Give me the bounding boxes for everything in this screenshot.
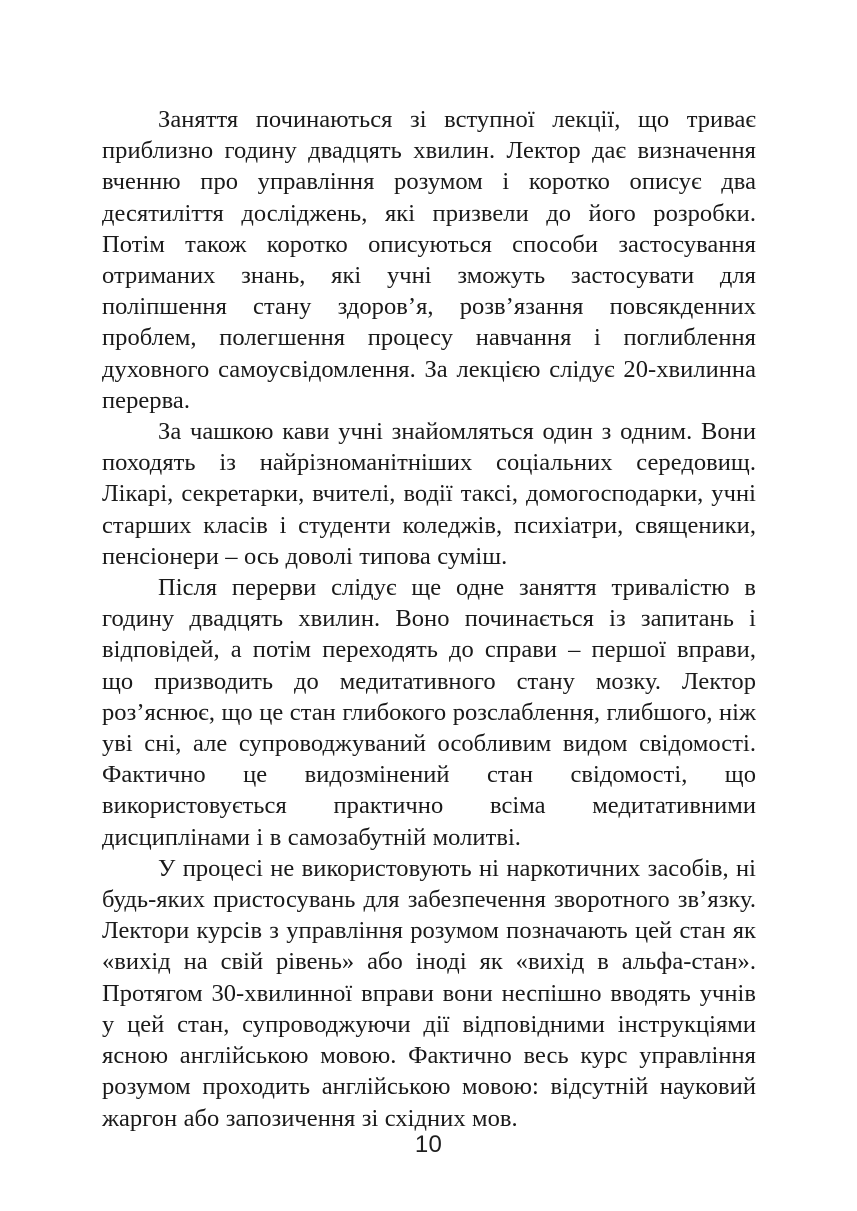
page-number: 10 [414,1131,443,1158]
paragraph: Заняття починаються зі вступної лекції, що триває приблизно годину двадцять хвилин. Лектор дає визначення вченню про управління розумом і коротко описує два десятиліття досліджень, які призвели до його розробки. Потім також коротко описуються способи застосування отриманих знань, які учні зможуть застосувати для поліпшення стану здоров’я, розв’язання повсякденних проблем, полегшення процесу навчання і поглиблення духовного самоусвідомлення. За лекцією слідує 20-хвилинна перерва. [102,106,756,414]
body-text-column [102,104,756,1134]
paragraph: Після перерви слідує ще одне заняття тривалістю в годину двадцять хвилин. Воно починається із запитань і відповідей, а потім переходять до справи – першої вправи, що призводить до медитативного стану мозку. Лектор роз’яснює, що це стан глибокого розслаблення, глибшого, ніж уві сні, але супроводжуваний особливим видом свідомості. Фактично це видозмінений стан свідомості, що використовується практично всіма медитативними дисциплінами і в самозабутній молитві. [102,574,756,851]
paragraph: За чашкою кави учні знайомляться один з одним. Вони походять із найрізноманітніших соціальних середовищ. Лікарі, секретарки, вчителі, водії таксі, домогосподарки, учні старших класів і студенти коледжів, психіатри, священики, пенсіонери – ось доволі типова суміш. [102,418,756,570]
paragraph: У процесі не використовують ні наркотичних засобів, ні будь-яких пристосувань для забезпечення зворотного зв’язку. Лектори курсів з управління розумом позначають цей стан як «вихід на свій рівень» або іноді як «вихід в альфа-стан». Протягом 30-хвилинної вправи вони неспішно вводять учнів у цей стан, супроводжуючи дії відповідними інструкціями ясною англійською мовою. Фактично весь курс управління розумом проходить англійською мовою: відсутній науковий жаргон або запозичення зі східних мов. [102,854,756,1132]
